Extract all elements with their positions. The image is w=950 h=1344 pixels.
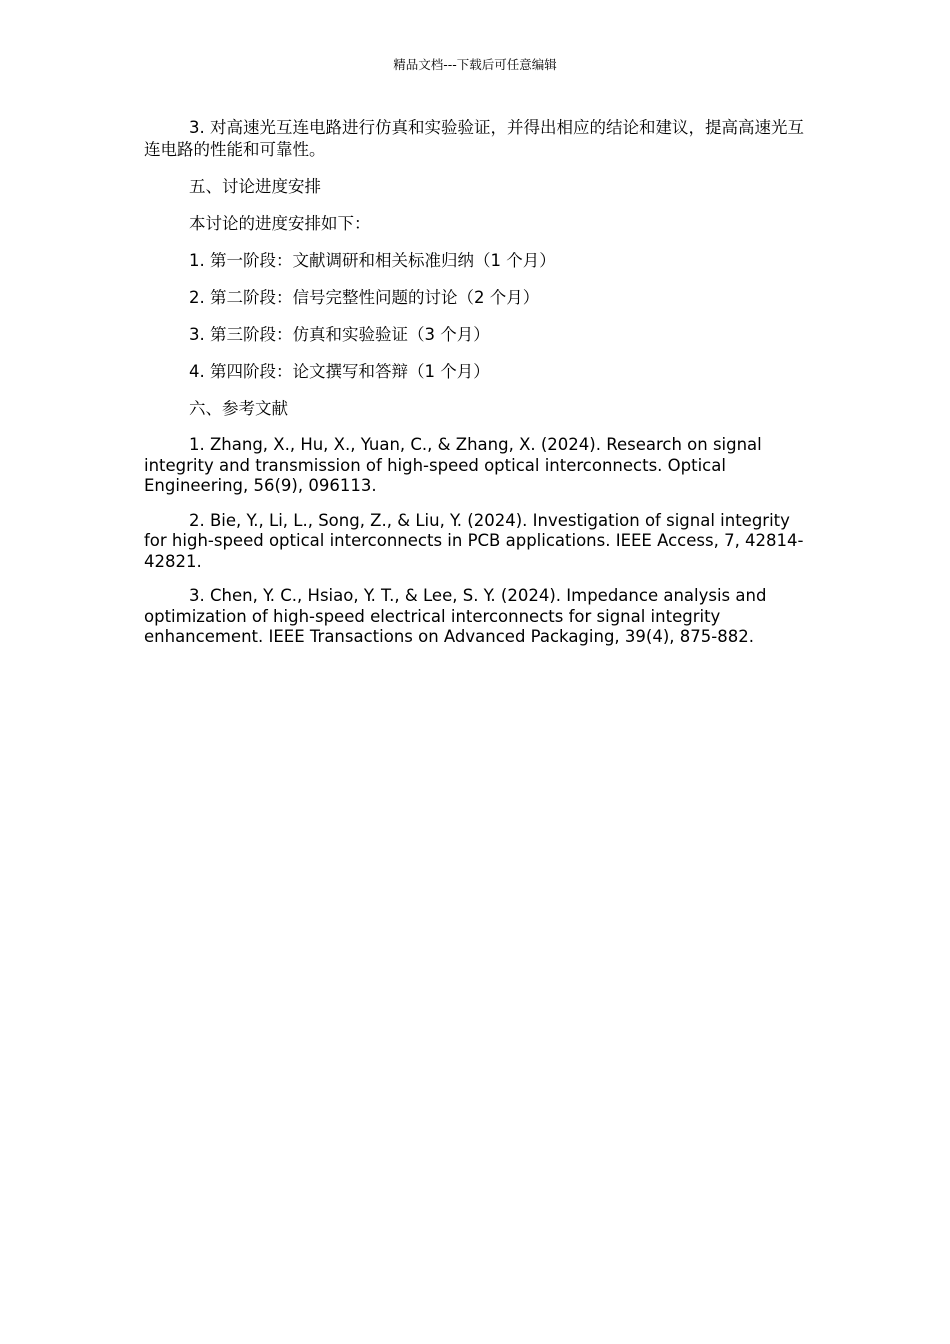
schedule-item: 1. 第一阶段：文献调研和相关标准归纳（1 个月） xyxy=(189,251,556,270)
section-heading-schedule: 五、讨论进度安排 xyxy=(189,177,321,196)
schedule-item: 2. 第二阶段：信号完整性问题的讨论（2 个月） xyxy=(189,288,540,307)
schedule-item: 4. 第四阶段：论文撰写和答辩（1 个月） xyxy=(189,362,490,381)
document-body xyxy=(144,117,806,662)
reference-item: 3. Chen, Y. C., Hsiao, Y. T., & Lee, S. Y. (2024). Impedance analysis and optimization of high-speed electrical interconnects for signal integrity enhancement. IEEE Transactions on Advanced Packaging, 39(4), 875-882. xyxy=(144,586,767,646)
schedule-intro: 本讨论的进度安排如下： xyxy=(189,214,371,233)
schedule-item: 3. 第三阶段：仿真和实验验证（3 个月） xyxy=(189,325,490,344)
page-header: 精品文档---下载后可任意编辑 xyxy=(393,57,557,72)
paragraph-validation: 3. 对高速光互连电路进行仿真和实验验证，并得出相应的结论和建议，提高高速光互连电路的性能和可靠性。 xyxy=(144,118,804,159)
reference-item: 1. Zhang, X., Hu, X., Yuan, C., & Zhang, X. (2024). Research on signal integrity and transmission of high-speed optical interconnects. Optical Engineering, 56(9), 096113. xyxy=(144,435,762,495)
reference-item: 2. Bie, Y., Li, L., Song, Z., & Liu, Y. (2024). Investigation of signal integrity for high-speed optical interconnects in PCB applications. IEEE Access, 7, 42814-42821. xyxy=(144,510,804,571)
section-heading-references: 六、参考文献 xyxy=(189,399,288,418)
